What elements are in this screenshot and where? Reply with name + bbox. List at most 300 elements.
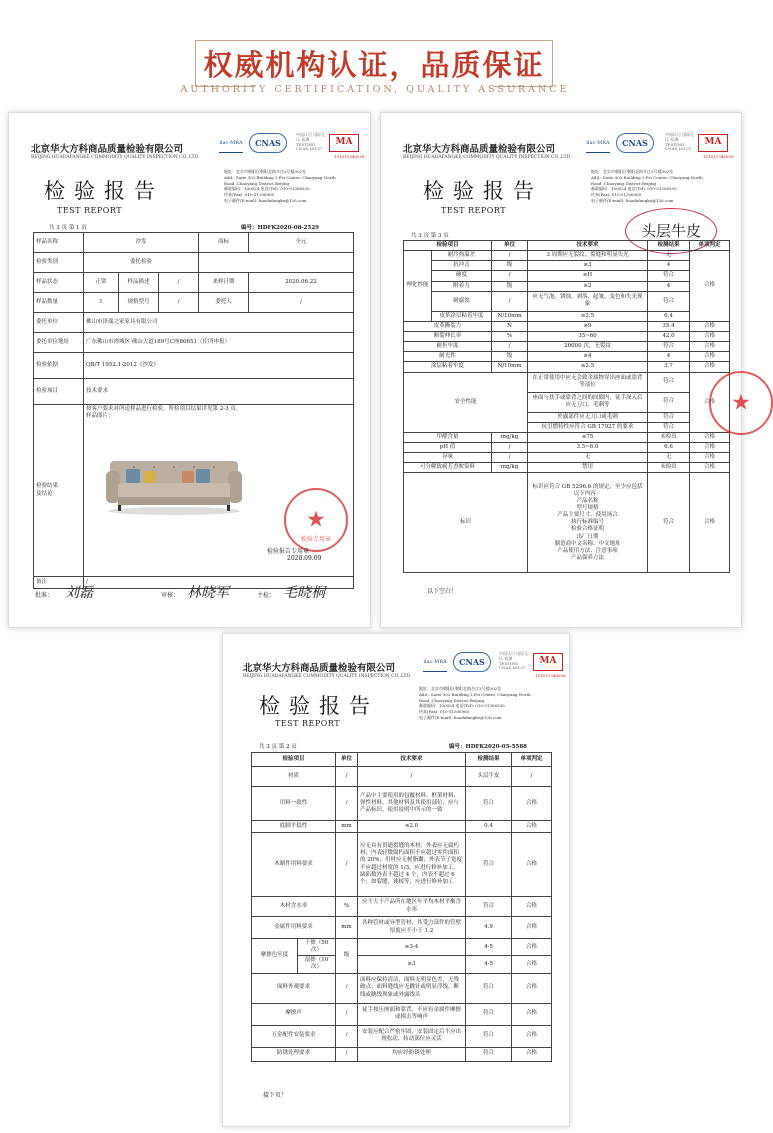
cell-req: /	[358, 767, 466, 787]
cell-item: 断裂伸长率	[404, 331, 492, 341]
cell-req: ≥H	[528, 271, 648, 281]
cell-req: ≥4	[528, 352, 648, 362]
cell-result: 4-5	[466, 956, 512, 973]
cell-unit: N/10mm	[492, 311, 528, 321]
table-row	[252, 939, 552, 956]
cell-judge: 合格	[512, 956, 552, 973]
table-row	[404, 372, 730, 392]
table-row	[404, 291, 730, 311]
row-key: 来样日期	[199, 273, 249, 293]
address-line: 电子邮件(E-mail): huadafangke@126.com	[224, 197, 307, 203]
cell-result: 符合	[648, 342, 690, 352]
cell-result: 42.0	[648, 331, 690, 341]
cell-item: 防锈处理要求	[252, 1047, 336, 1061]
cell-judge: 合格	[512, 939, 552, 956]
sofa-photo	[104, 453, 244, 515]
table-header	[252, 753, 552, 767]
row-value: /	[249, 293, 354, 313]
table-row	[34, 293, 354, 313]
cell-req: 各种管材或异型管材，其受力部件的管壁厚度应不小于 1.2	[358, 917, 466, 939]
cell-req: 面料应保持清洁，面料无明显色差，无残破点；面料缝线应无跳针或明显浮线，断线或跳线现象或外露线头	[358, 973, 466, 1003]
address-block	[224, 169, 364, 204]
cell-unit: /	[492, 271, 528, 281]
row-value: 全元	[249, 233, 354, 253]
cell-result: 4	[648, 261, 690, 271]
report-number: 编号：HDFK2020-08-2529	[241, 225, 319, 231]
cell-judge: 合格	[690, 352, 730, 362]
table-row	[404, 321, 730, 331]
table-row	[34, 353, 354, 379]
report-title: 检验报告	[423, 179, 543, 203]
address-line: 传真(Fax): 010-51306965	[591, 192, 642, 198]
cell-req: ≤2.0	[358, 821, 466, 833]
table-row	[404, 271, 730, 281]
cell-result: 4.9	[466, 917, 512, 939]
remark-label: 备注	[34, 577, 84, 589]
cell-req: 外露部件应无刀口或毛刺	[528, 412, 648, 422]
banner-subtitle: AUTHORITY CERTIFICATION, QUALITY ASSURANCE	[180, 84, 570, 95]
table-row	[404, 362, 730, 372]
cell-result: 0.4	[466, 821, 512, 833]
cell-result: 符合	[648, 372, 690, 392]
row-value: 技术要求	[84, 379, 354, 405]
cell-judge: 合格	[690, 463, 730, 473]
table-row	[252, 833, 552, 897]
cell-unit: /	[492, 442, 528, 452]
cell-judge: 合格	[690, 331, 730, 341]
address-line: 电子邮件(E-mail): huadafangke@126.com	[591, 197, 674, 203]
cell-item: 附着力	[432, 281, 492, 291]
cell-item: 涂层粘着牢度	[404, 362, 492, 372]
cell-req: ≥9	[528, 321, 648, 331]
table-row	[252, 1025, 552, 1047]
table-row	[404, 311, 730, 321]
table-row	[34, 233, 354, 253]
cell-unit: mm	[336, 821, 358, 833]
row-value: /	[159, 273, 199, 293]
ma-number: 151011340058	[535, 673, 566, 678]
header-result: 检测结果	[648, 241, 690, 251]
group-label: 理化性能	[404, 251, 432, 322]
cell-item: 金属件用料要求	[252, 917, 336, 939]
table-row	[252, 821, 552, 833]
cell-item: 摩擦声	[252, 1003, 336, 1025]
cell-req: 应无具有贯通裂缝的木材；外表应无腐朽材，内表轻微腐朽面积不应超过零件面积的 20%；用材应无树脂囊；外表节子宽度不应超过材宽的 1/3，应进行修补加工，缺陷数外表不超过 4 个，内表不超过 6 个；如裂缝、钝棱等，应进行修补加工	[358, 833, 466, 897]
banner-title: 权威机构认证，品质保证	[203, 48, 545, 82]
address-line: 传真(Fax): 010-51306965	[224, 192, 275, 198]
report-number: 编号：HDFK2020-05-5588	[449, 744, 527, 750]
cell-req: 徒手按压座面和靠背，不应有金属件摩擦或撞击等响声	[358, 1003, 466, 1025]
cell-judge: 合格	[512, 897, 552, 917]
cell-result: 头层牛皮	[466, 767, 512, 787]
address-line: 地址：北京市朝阳区朝阳北路辛庄3号楼302室	[419, 686, 502, 691]
report-page-1	[8, 112, 371, 628]
accreditation-caption: 中国认可 国际互认 检测 TESTING CNAS L8137	[665, 132, 695, 152]
row-value: 1	[84, 293, 119, 313]
cell-result: 6.4	[648, 311, 690, 321]
cell-result: 符合	[648, 271, 690, 281]
header-result: 检测结果	[466, 753, 512, 767]
cell-result: 符合	[466, 1025, 512, 1047]
cell-item: 耐光性	[404, 352, 492, 362]
row-key: 检验项目	[34, 379, 84, 405]
row-key: 规格型号	[119, 293, 159, 313]
org-name-cn: 北京华大方科商品质量检验有限公司	[403, 144, 556, 155]
cell-result: 符合	[466, 973, 512, 1003]
cell-req: ≤75	[528, 432, 648, 442]
page-number: 共 3 页 第 2 页	[259, 744, 297, 750]
address-block	[591, 169, 731, 204]
conclusion-text: 按客户要求对所送样品进行检验，所检项目结果详见第 2-3 页。	[86, 406, 242, 412]
cell-item: 可分解致癌芳香胺染料	[404, 463, 492, 473]
header-judge: 单项判定	[690, 241, 730, 251]
accreditation-logos	[586, 133, 728, 153]
cell-unit: %	[336, 897, 358, 917]
report-title: 检验报告	[44, 179, 164, 203]
table-row	[404, 281, 730, 291]
cell-result: 3.7	[648, 362, 690, 372]
ilac-logo: ilac-MRA	[423, 652, 447, 672]
page-number: 共 3 页 第 1 页	[49, 225, 87, 231]
report-page-2	[380, 112, 751, 628]
cell-item: pH 值	[404, 442, 492, 452]
row-value: 委托检验	[84, 253, 199, 273]
cell-req: 产品中主要使用的包覆材料、框架材料、弹性材料、其他材料及其使用部位，应与产品标识、使用说明中所示的一致	[358, 787, 466, 821]
cell-req: ≥2.5	[528, 311, 648, 321]
row-key: 检验类别	[34, 253, 84, 273]
table-row	[404, 261, 730, 271]
table-header	[404, 241, 730, 251]
sign-approve-label: 批准：	[35, 592, 54, 599]
cell-subitem: 湿擦（10 次）	[298, 956, 336, 973]
cell-result: 35.4	[648, 321, 690, 331]
cell-result: 未检出	[648, 432, 690, 442]
org-name-en: BEIJING HUADAFANGKE COMMODITY QUALITY INSPECTION CO.,LTD	[403, 155, 571, 160]
cell-judge: 合格	[690, 321, 730, 331]
address-line: Road ,Chaoyang District,Beijing	[591, 180, 657, 186]
cell-req: ≥3	[358, 956, 466, 973]
report-page-3	[222, 633, 570, 1127]
address-line: Add.: Suite 302,Building 3,Fei Center, Chaoyang North	[591, 174, 703, 180]
address-line: 邮政编码：100024 电话(Tel): 010-51306530	[224, 186, 310, 192]
cell-req: 20000 次，无裂纹	[528, 342, 648, 352]
cell-req: 在正常使用中应无会致金属物穿出座面或靠背等部位	[528, 372, 648, 392]
row-key: 委托单位	[34, 313, 84, 333]
accreditation-caption: 中国认可 国际互认 检测 TESTING CNAS L8137	[499, 651, 529, 671]
row-key: 商标	[199, 233, 249, 253]
cell-item: 底脚平稳性	[252, 821, 336, 833]
cell-item: 甲醛含量	[404, 432, 492, 442]
address-line: Add.: Suite 302,Building 3,Fei Center, Chaoyang North	[224, 174, 336, 180]
cell-req: ≥2.5	[528, 362, 648, 372]
table-row	[34, 313, 354, 333]
table-row	[252, 1047, 552, 1061]
cell-item: 耐腐蚀	[432, 291, 492, 311]
cell-item: 耐冷热温差	[432, 251, 492, 261]
sample-picture-label: 样品图片：	[86, 413, 114, 420]
signature-3: 毛晓桐	[283, 585, 325, 601]
cell-unit: mg/kg	[492, 432, 528, 442]
row-value: 正常	[84, 273, 119, 293]
cell-unit: mg/kg	[492, 463, 528, 473]
end-note: 接下页！	[263, 1092, 288, 1099]
cell-judge: 合格	[690, 251, 730, 322]
safety-label: 安全性能	[404, 372, 528, 432]
banner	[0, 0, 750, 110]
highlight-bubble: 头层牛皮	[625, 208, 717, 254]
row-value: 广东佛山市禅城区 佛山大道189号C座80651（住所申报）	[84, 333, 354, 353]
cell-item: 异味	[404, 453, 492, 463]
ma-number: 151011340058	[334, 154, 365, 159]
cell-unit: 级	[492, 261, 528, 271]
cell-unit: /	[336, 833, 358, 897]
row-empty	[199, 253, 354, 273]
cell-judge: 合格	[690, 473, 730, 573]
row-key: 委托人	[199, 293, 249, 313]
ma-logo: MA	[533, 653, 563, 671]
cell-item: 耐折牢度	[404, 342, 492, 352]
cell-req: 标识应符合 GB 5296.6 的规定，至少应包括以下内容： 产品名称 型号规格 产品主要尺寸、使用场合 执行标准编号 检验合格证明 出厂日期 制造商中文名称、中文地址 产品使用方法、注意事项 产品保养方法	[528, 473, 648, 573]
ma-logo: MA	[698, 134, 728, 152]
cell-result: 符合	[648, 473, 690, 573]
cell-req: 应不大于产品所在地区年平均木材平衡含水率	[358, 897, 466, 917]
address-line: 地址：北京市朝阳区朝阳北路辛庄3号楼302室	[591, 169, 674, 174]
cell-req: 3 周期应无裂纹、裂缝和明显失光	[528, 251, 648, 261]
cell-unit: 级	[336, 939, 358, 974]
row-key: 委托单位地址	[34, 333, 84, 353]
cell-unit: /	[336, 787, 358, 821]
report-subtitle: TEST REPORT	[57, 206, 123, 215]
cell-unit: /	[336, 767, 358, 787]
header-item: 检验项目	[252, 753, 336, 767]
cell-result: 符合	[466, 1047, 512, 1061]
cell-result: 4-5	[466, 939, 512, 956]
cell-result: 符合	[466, 787, 512, 821]
address-line: 邮政编码：100024 电话(Tel): 010-51306530	[419, 703, 505, 709]
header-item: 检验项目	[404, 241, 492, 251]
issue-date: 2020.09.09	[287, 555, 322, 562]
sign-review-label: 审核：	[161, 592, 180, 599]
report-subtitle: TEST REPORT	[275, 719, 341, 728]
cell-req: 安装应配合严密牢固，安装固定后不应出现松动、转动部位应灵活	[358, 1025, 466, 1047]
cell-unit: /	[492, 453, 528, 463]
org-name-en: BEIJING HUADAFANGKE COMMODITY QUALITY INSPECTION CO.,LTD	[31, 155, 199, 160]
table-row	[404, 442, 730, 452]
cell-item: 木制件用料要求	[252, 833, 336, 897]
cnas-logo: CNAS	[249, 133, 287, 153]
cell-result: 符合	[466, 897, 512, 917]
ma-logo: MA	[329, 134, 359, 152]
cell-req: 抗引燃特性应符合 GB 17927 的要求	[528, 422, 648, 432]
cell-unit: %	[492, 331, 528, 341]
cell-req: 35~60	[528, 331, 648, 341]
report-subtitle: TEST REPORT	[441, 206, 507, 215]
report-2-table	[403, 240, 730, 573]
inspection-stamp	[284, 488, 348, 552]
cell-result: 无	[648, 251, 690, 261]
cell-item: 面料外观要求	[252, 973, 336, 1003]
table-row	[34, 333, 354, 353]
row-value: QB/T 1952.1-2012《沙发》	[84, 353, 354, 379]
cell-judge: 合格	[512, 787, 552, 821]
report-3-table	[251, 752, 552, 1062]
cell-req: 3.5~6.0	[528, 442, 648, 452]
cell-unit: /	[492, 342, 528, 352]
row-key: 样品名称	[34, 233, 84, 253]
cell-unit: /	[336, 1025, 358, 1047]
ilac-logo: ilac-MRA	[219, 133, 243, 153]
cell-judge: 合格	[690, 453, 730, 463]
cell-req: 禁用	[528, 463, 648, 473]
cell-result: 4	[648, 352, 690, 362]
cell-result: 未检出	[648, 463, 690, 473]
stamp-star-icon: ★	[731, 390, 751, 416]
table-row	[404, 453, 730, 463]
header-judge: 单项判定	[512, 753, 552, 767]
table-row	[404, 473, 730, 573]
org-name-cn: 北京华大方科商品质量检验有限公司	[243, 663, 396, 674]
report-title: 检验报告	[259, 694, 379, 718]
cell-judge: 合格	[690, 362, 730, 372]
table-row	[404, 331, 730, 341]
cell-subitem: 干擦（50 次）	[298, 939, 336, 956]
remark-value: /	[84, 577, 354, 589]
cell-req: 座面与扶手或靠背之间的间隙内，徒手深入后应无刀口、毛刺等	[528, 392, 648, 412]
address-line: Road ,Chaoyang District,Beijing	[419, 697, 485, 703]
table-row	[252, 767, 552, 787]
header-req: 技术要求	[358, 753, 466, 767]
stamp-star-icon: ★	[306, 507, 326, 533]
cell-req: ≥2	[528, 281, 648, 291]
table-row	[252, 973, 552, 1003]
accreditation-caption: 中国认可 国际互认 检测 TESTING CNAS L8137	[296, 132, 326, 152]
cell-unit: /	[492, 251, 528, 261]
cell-req: 应无气泡、锈蚀、剥落、起皱、变色和失光现象	[528, 291, 648, 311]
address-block	[419, 686, 559, 721]
table-row	[252, 787, 552, 821]
accreditation-logos	[423, 652, 563, 672]
cell-judge: 合格	[512, 821, 552, 833]
ilac-logo: ilac-MRA	[586, 133, 610, 153]
cell-judge: 合格	[690, 442, 730, 452]
header-req: 技术要求	[528, 241, 648, 251]
signature-1: 刘磊	[65, 585, 93, 601]
cell-unit: /	[336, 1003, 358, 1025]
cell-item: 皮革撕裂力	[404, 321, 492, 331]
cell-item: 抗冲击	[432, 261, 492, 271]
cell-item: 材质	[252, 767, 336, 787]
row-key: 样品描述	[119, 273, 159, 293]
org-name-en: BEIJING HUADAFANGKE COMMODITY QUALITY INSPECTION CO.,LTD	[243, 674, 411, 679]
cell-judge: 合格	[690, 372, 730, 432]
address-line: 邮政编码：100024 电话(Tel): 010-51306530	[591, 186, 677, 192]
conclusion-label: 检验结果 及结论	[34, 405, 84, 577]
page-number: 共 3 页 第 3 页	[411, 233, 449, 239]
ma-number: 151011340058	[703, 154, 734, 159]
cell-result: 符合	[466, 833, 512, 897]
cell-judge: 合格	[512, 1003, 552, 1025]
cell-req: 无	[528, 453, 648, 463]
cell-judge: 合格	[690, 342, 730, 352]
table-row	[34, 379, 354, 405]
table-row	[404, 463, 730, 473]
table-row	[404, 251, 730, 261]
cell-judge: 合格	[690, 432, 730, 442]
cell-result: 符合	[648, 422, 690, 432]
cnas-logo: CNAS	[453, 652, 491, 672]
cell-unit: N/10mm	[492, 362, 528, 372]
address-line: Road ,Chaoyang District,Beijing	[224, 180, 290, 186]
cell-judge: 合格	[512, 973, 552, 1003]
sign-test-label: 主检：	[257, 592, 276, 599]
address-line: 电子邮件(E-mail): huadafangke@126.com	[419, 714, 502, 720]
cell-judge: 合格	[512, 1047, 552, 1061]
cell-unit: N	[492, 321, 528, 331]
table-row	[252, 917, 552, 939]
cell-unit: /	[336, 973, 358, 1003]
table-row	[404, 342, 730, 352]
address-line: 地址：北京市朝阳区朝阳北路辛庄3号楼302室	[224, 169, 307, 174]
cell-item: 木材含水率	[252, 897, 336, 917]
table-row	[404, 352, 730, 362]
table-row	[252, 1003, 552, 1025]
row-value: 佛山市泽瑞之家家具有限公司	[84, 313, 354, 333]
address-line: 传真(Fax): 010-51306965	[419, 709, 470, 715]
signature-2: 林晓军	[187, 585, 229, 601]
row-value: 沙发	[84, 233, 199, 253]
cell-unit: 级	[492, 281, 528, 291]
accreditation-logos	[219, 133, 359, 153]
address-line: Add.: Suite 302,Building 3,Fei Center, Chaoyang North	[419, 691, 531, 697]
cell-item: 标识	[404, 473, 528, 573]
cell-item: 五金配件安装要求	[252, 1025, 336, 1047]
header-unit: 单位	[336, 753, 358, 767]
cell-result: 符合	[648, 392, 690, 412]
cell-result: 符合	[648, 291, 690, 311]
cell-item: 硬度	[432, 271, 492, 281]
cell-result: 4	[648, 281, 690, 291]
table-row	[252, 897, 552, 917]
cell-req: ≥3-4	[358, 939, 466, 956]
row-value: 2020.06.22	[249, 273, 354, 293]
cell-result: 6.6	[648, 442, 690, 452]
row-key: 检验依据	[34, 353, 84, 379]
table-row	[34, 253, 354, 273]
cell-judge: /	[512, 767, 552, 787]
cell-judge: 合格	[512, 917, 552, 939]
cell-item: 用料一致性	[252, 787, 336, 821]
cell-unit: /	[336, 1047, 358, 1061]
cell-judge: 合格	[512, 833, 552, 897]
row-key: 样品状态	[34, 273, 84, 293]
row-value: /	[159, 293, 199, 313]
cell-judge: 合格	[512, 1025, 552, 1047]
cell-unit: /	[492, 291, 528, 311]
header-unit: 单位	[492, 241, 528, 251]
cell-req: ≥3	[528, 261, 648, 271]
row-key: 样品数量	[34, 293, 84, 313]
inspection-stamp	[709, 371, 773, 435]
org-name-cn: 北京华大方科商品质量检验有限公司	[31, 144, 184, 155]
end-note: 以下空白！	[427, 588, 458, 595]
cell-result: 无	[648, 453, 690, 463]
cell-req: 均应经防锈处理	[358, 1047, 466, 1061]
cell-unit: 级	[492, 352, 528, 362]
issue-label: 检验报告专用章	[267, 548, 310, 555]
cell-item: 皮革涂层粘着牢度	[432, 311, 492, 321]
cell-item: 摩擦色牢度	[252, 939, 298, 974]
cell-result: 符合	[466, 1003, 512, 1025]
